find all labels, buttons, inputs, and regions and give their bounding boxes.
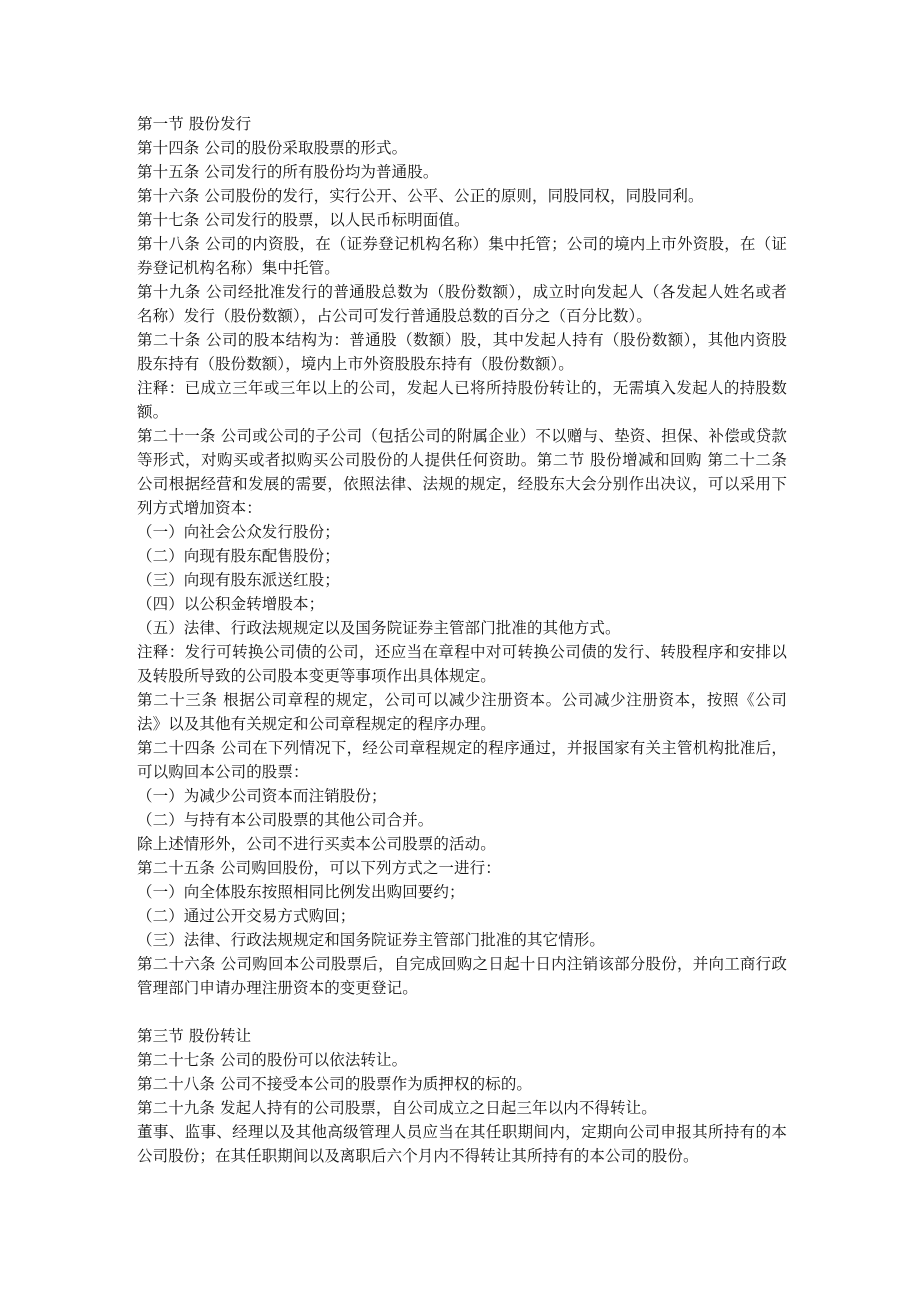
paragraph: 除上述情形外，公司不进行买卖本公司股票的活动。 [137,835,496,853]
paragraph: 第十四条 公司的股份采取股票的形式。 [137,139,408,157]
section-gap [137,1000,787,1024]
paragraph: 董事、监事、经理以及其他高级管理人员应当在其任职期间内，定期向公司申报其所持有的本公司股份；在其任职期间以及离职后六个月内不得转让其所持有的本公司的股份。 [137,1123,787,1165]
paragraph: （二）与持有本公司股票的其他公司合并。 [137,811,434,829]
section-heading: 第三节 股份转让 [137,1027,252,1045]
paragraph: 第十九条 公司经批准发行的普通股总数为（股份数额），成立时向发起人（各发起人姓名或者名称）发行（股份数额），占公司可发行普通股总数的百分之（百分比数）。 [137,283,787,325]
paragraph: 第二十七条 公司的股份可以依法转让。 [137,1051,408,1069]
paragraph: 第十五条 公司发行的所有股份均为普通股。 [137,163,439,181]
paragraph: （三）法律、行政法规规定和国务院证券主管部门批准的其它情形。 [137,931,606,949]
paragraph: 第二十三条 根据公司章程的规定，公司可以减少注册资本。公司减少注册资本，按照《公司法》以及其他有关规定和公司章程规定的程序办理。 [137,691,787,733]
document-section [137,1024,787,1168]
paragraph: （四）以公积金转增股本； [137,595,325,613]
paragraph: 第二十四条 公司在下列情况下，经公司章程规定的程序通过，并报国家有关主管机构批准后，可以购回本公司的股票： [137,739,787,781]
paragraph: 注释：已成立三年或三年以上的公司，发起人已将所持股份转让的，无需填入发起人的持股数额。 [137,379,787,421]
paragraph: 第二十五条 公司购回股份，可以下列方式之一进行： [137,859,501,877]
paragraph: 第二十九条 发起人持有的公司股票，自公司成立之日起三年以内不得转让。 [137,1099,657,1117]
paragraph: 注释：发行可转换公司债的公司，还应当在章程中对可转换公司债的发行、转股程序和安排以及转股所导致的公司股本变更等事项作出具体规定。 [137,643,787,685]
paragraph: 第十八条 公司的内资股，在（证券登记机构名称）集中托管；公司的境内上市外资股，在（证券登记机构名称）集中托管。 [137,235,787,277]
paragraph: 第十六条 公司股份的发行，实行公开、公平、公正的原则，同股同权，同股同利。 [137,187,704,205]
section-heading: 第一节 股份发行 [137,115,252,133]
paragraph: 第二十一条 公司或公司的子公司（包括公司的附属企业）不以赠与、垫资、担保、补偿或贷款等形式，对购买或者拟购买公司股份的人提供任何资助。第二节 股份增减和回购 第二十二条 公司根据经营和发展的需要，依照法律、法规的规定，经股东大会分别作出决议，可以采用下列方式增加资本： [137,427,787,517]
paragraph: （一）为减少公司资本而注销股份； [137,787,387,805]
document-section [137,112,787,1000]
paragraph: 第二十六条 公司购回本公司股票后，自完成回购之日起十日内注销该部分股份，并向工商行政管理部门申请办理注册资本的变更登记。 [137,955,787,997]
paragraph: （一）向全体股东按照相同比例发出购回要约； [137,883,465,901]
paragraph: （五）法律、行政法规规定以及国务院证券主管部门批准的其他方式。 [137,619,621,637]
paragraph: （三）向现有股东派送红股； [137,571,340,589]
paragraph: 第二十条 公司的股本结构为：普通股（数额）股，其中发起人持有（股份数额），其他内资股股东持有（股份数额），境内上市外资股股东持有（股份数额）。 [137,331,787,373]
paragraph: （二）通过公开交易方式购回； [137,907,356,925]
paragraph: （二）向现有股东配售股份； [137,547,340,565]
paragraph: 第二十八条 公司不接受本公司的股票作为质押权的标的。 [137,1075,533,1093]
paragraph: （一）向社会公众发行股份； [137,523,340,541]
document-body [137,112,787,1168]
paragraph: 第十七条 公司发行的股票，以人民币标明面值。 [137,211,470,229]
